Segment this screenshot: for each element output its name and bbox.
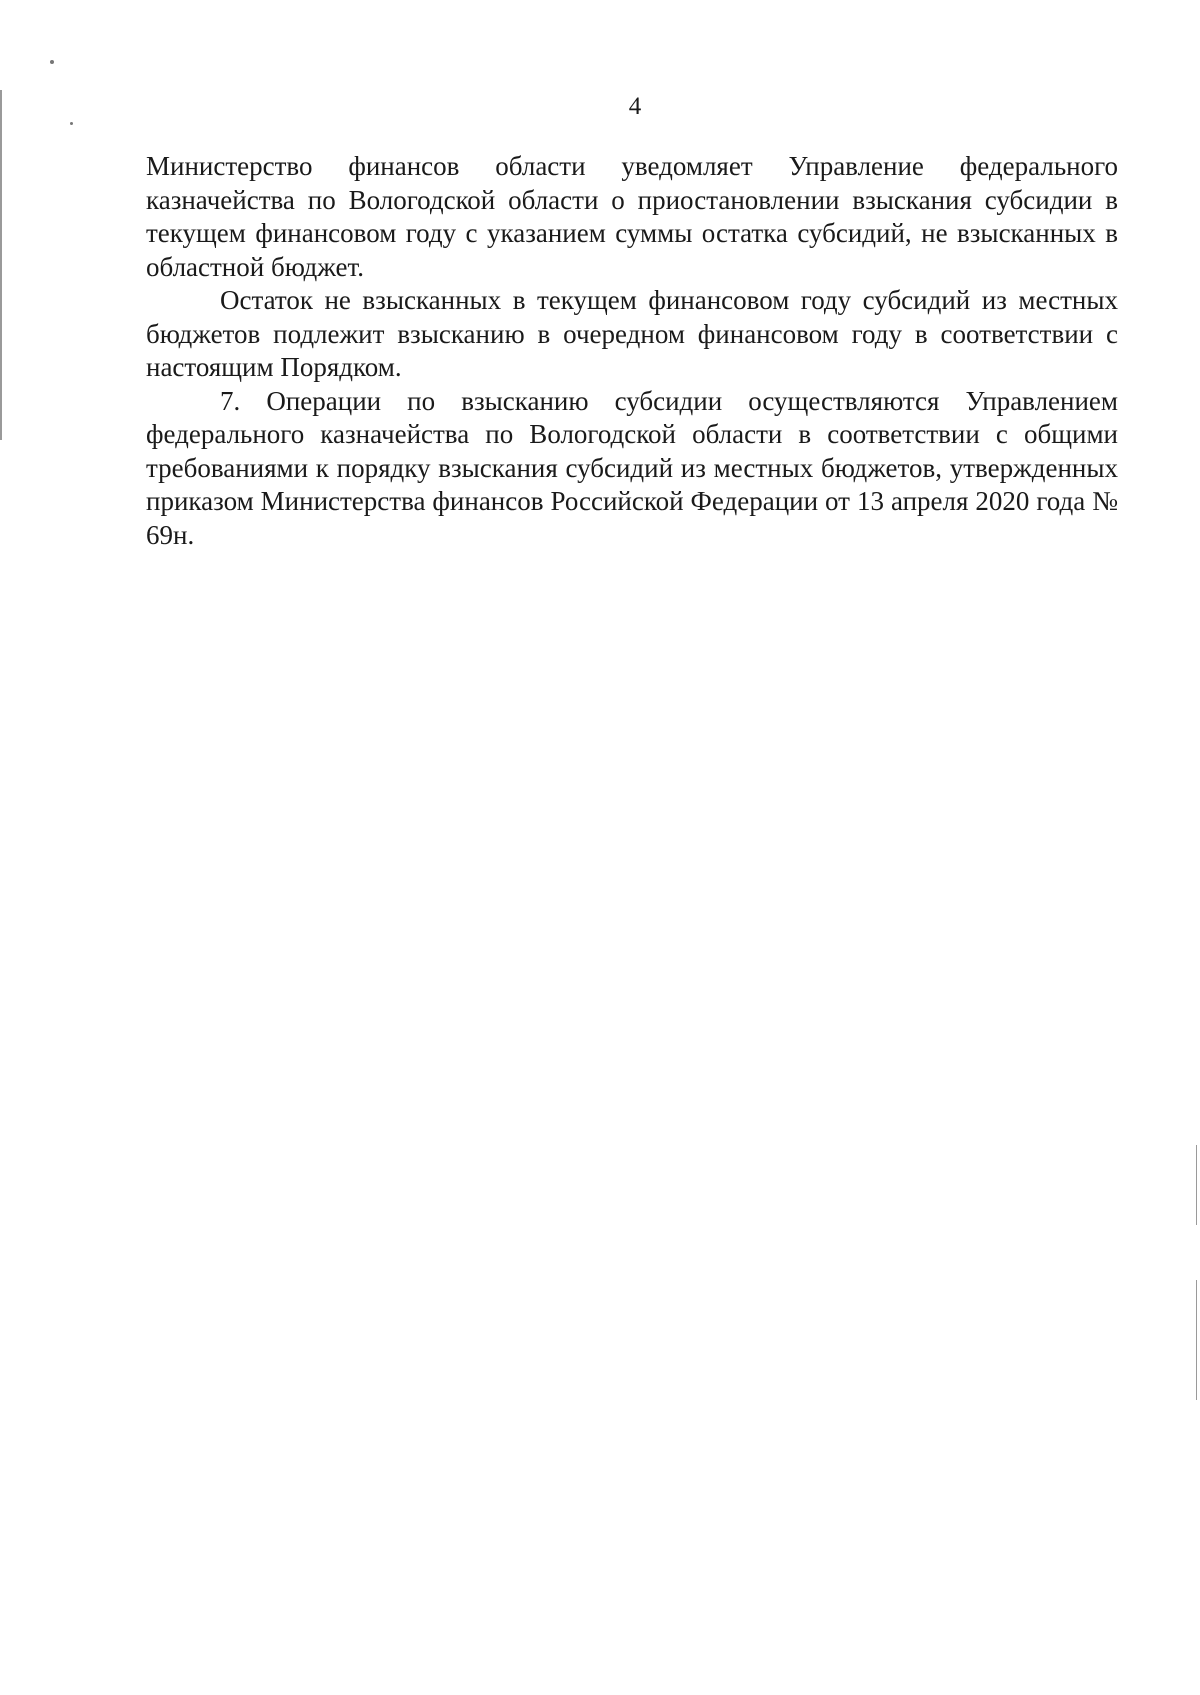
scan-edge-right	[1196, 1280, 1197, 1400]
scan-speck	[50, 60, 54, 64]
document-body	[146, 150, 1118, 552]
page-number: 4	[628, 93, 642, 120]
scan-edge-right	[1196, 1145, 1197, 1225]
scan-speck	[70, 122, 73, 125]
paragraph: Остаток не взысканных в текущем финансовом году субсидий из местных бюджетов подлежит взысканию в очередном финансовом году в соответствии с настоящим Порядком.	[146, 285, 1118, 382]
paragraph: Министерство финансов области уведомляет Управление федерального казначейства по Вологодской области о приостановлении взыскания субсидии в текущем финансовом году с указанием суммы остатка субсидий, не взысканных в областной бюджет.	[146, 151, 1118, 282]
paragraph: 7. Операции по взысканию субсидии осуществляются Управлением федерального казначейства по Вологодской области в соответствии с общими требованиями к порядку взыскания субсидий из местных бюджетов, утвержденных приказом Министерства финансов Российской Федерации от 13 апреля 2020 года № 69н.	[146, 385, 1118, 550]
scan-edge-left	[0, 90, 2, 440]
